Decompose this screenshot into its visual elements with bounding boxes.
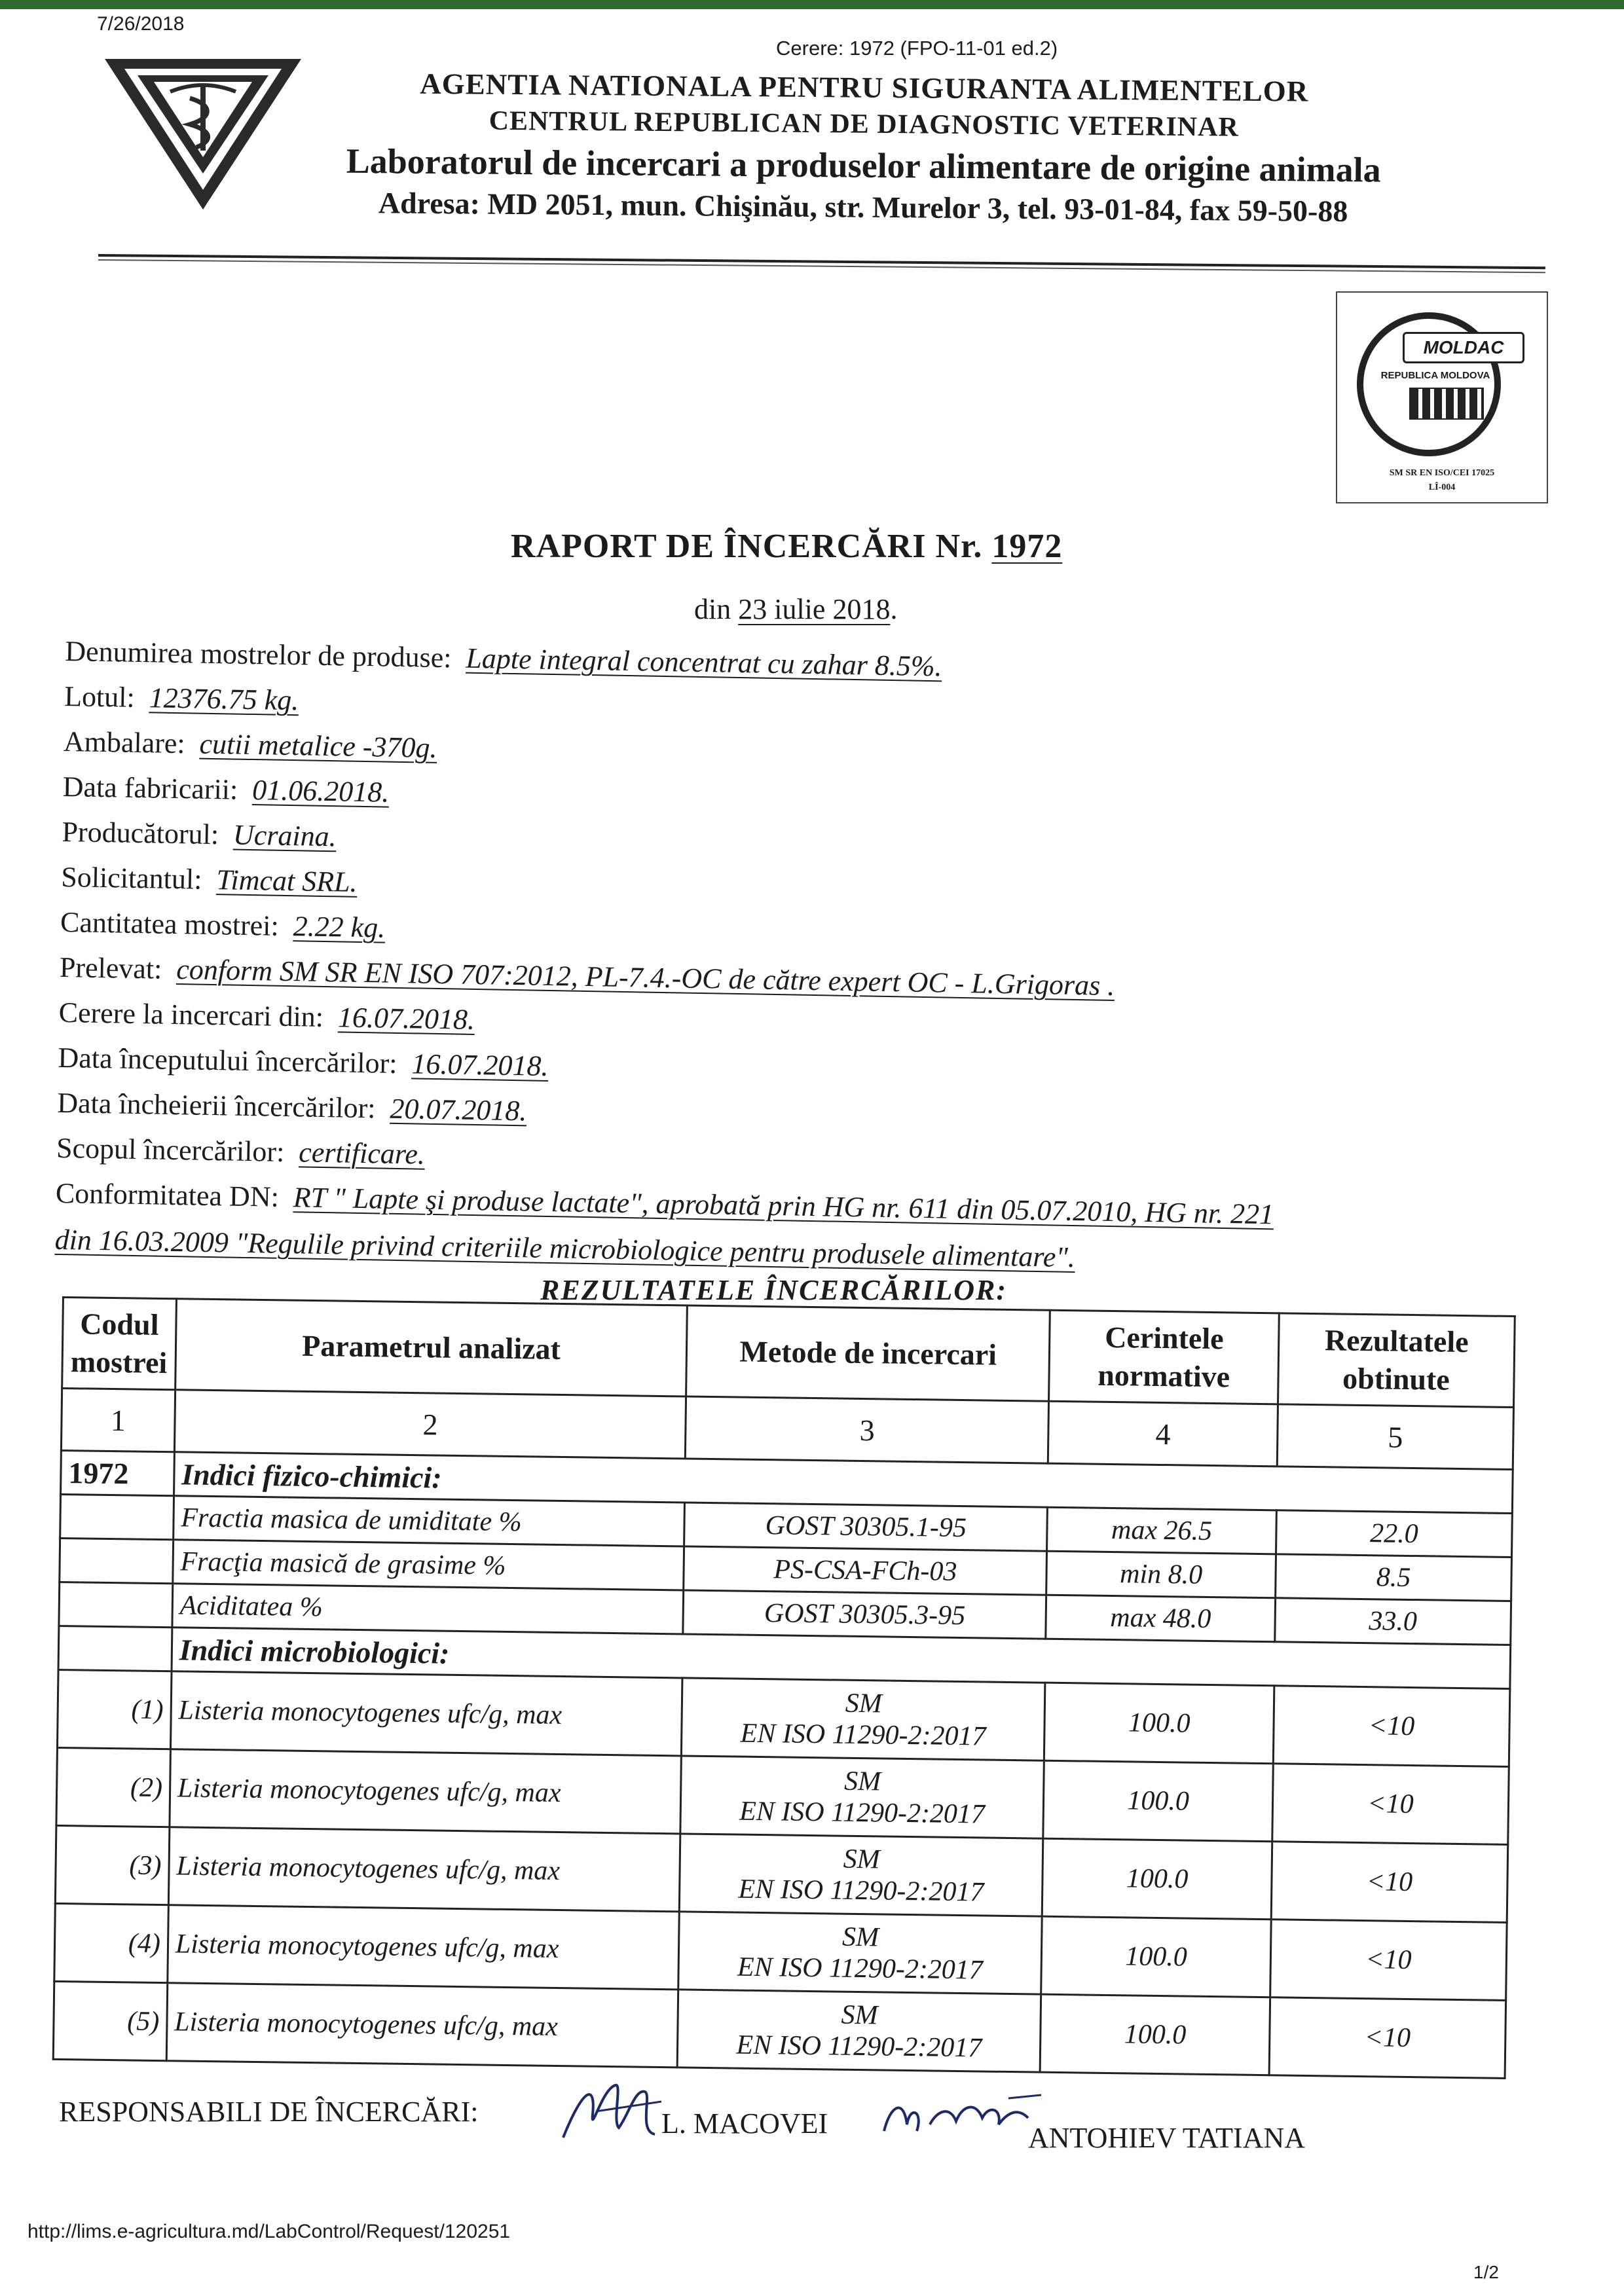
method-line: SM <box>843 1766 881 1797</box>
requirement: 100.0 <box>1044 1683 1274 1764</box>
method: GOST 30305.3-95 <box>683 1590 1046 1639</box>
seal-standard: SM SR EN ISO/CEI 17025 <box>1389 468 1495 478</box>
result: <10 <box>1270 1920 1507 2001</box>
column-number: 1 <box>61 1389 175 1452</box>
field-value: cutii metalice -370g. <box>199 727 437 764</box>
section-heading-physicochemical: Indici fizico-chimici: <box>174 1452 1513 1514</box>
field-label: Lotul: <box>64 680 136 714</box>
footer-url[interactable]: http://lims.e-agricultura.md/LabControl/Request/120251 <box>28 2221 511 2242</box>
report-title-prefix: RAPORT DE ÎNCERCĂRI Nr. <box>511 528 983 565</box>
parameter: Listeria monocytogenes ufc/g, max <box>168 1827 680 1912</box>
method-line: SM <box>843 1844 880 1875</box>
field-value: 2.22 kg. <box>293 910 386 944</box>
report-date-suffix: . <box>890 593 898 625</box>
laboratory-address: Adresa: MD 2051, mun. Chişinău, str. Murelor 3, tel. 93-01-84, fax 59-50-88 <box>378 186 1348 228</box>
column-header: Metode de incercari <box>686 1305 1050 1401</box>
responsible-person-1: L. MACOVEI <box>661 2107 828 2140</box>
method-line: SM <box>845 1688 883 1719</box>
field-label: Data fabricarii: <box>62 770 238 806</box>
parameter: Aciditatea % <box>172 1584 684 1634</box>
signature-macovei <box>557 2075 668 2147</box>
parameter: Listeria monocytogenes ufc/g, max <box>168 1905 680 1990</box>
laboratory-name: Laboratorul de incercari a produselor alimentare de origine animala <box>346 141 1381 190</box>
method <box>678 1912 1042 1994</box>
result: <10 <box>1272 1764 1509 1845</box>
field-label: Cantitatea mostrei: <box>60 905 280 942</box>
requirement: 100.0 <box>1043 1760 1273 1842</box>
request-reference: Cerere: 1972 (FPO-11-01 ed.2) <box>776 37 1058 60</box>
agency-name: AGENTIA NATIONALA PENTRU SIGURANTA ALIMENTELOR <box>420 67 1309 108</box>
requirement: 100.0 <box>1041 1916 1271 1997</box>
field-value-continued: din 16.03.2009 "Regulile privind criteriile microbiologice pentru produsele alimentare". <box>54 1223 1076 1274</box>
method <box>680 1834 1043 1916</box>
requirement: max 26.5 <box>1047 1507 1277 1554</box>
result: 33.0 <box>1275 1598 1511 1645</box>
signature-antohiev <box>877 2085 1048 2144</box>
field-value: 12376.75 kg. <box>149 682 299 717</box>
column-number: 4 <box>1048 1401 1278 1467</box>
top-border <box>0 0 1624 9</box>
sample-details <box>54 629 1572 1288</box>
row-code <box>60 1494 174 1539</box>
field-label: Data încheierii încercărilor: <box>56 1086 376 1125</box>
method-line: EN ISO 11290-2:2017 <box>738 1874 984 1908</box>
seal-name: MOLDAC <box>1403 332 1524 363</box>
row-code <box>58 1626 172 1671</box>
responsible-label: RESPONSABILI DE ÎNCERCĂRI: <box>59 2096 479 2128</box>
parameter: Listeria monocytogenes ufc/g, max <box>170 1749 682 1834</box>
method <box>677 1990 1041 2072</box>
parameter: Listeria monocytogenes ufc/g, max <box>170 1671 682 1756</box>
field-label: Solicitantul: <box>60 860 202 896</box>
center-name: CENTRUL REPUBLICAN DE DIAGNOSTIC VETERINAR <box>489 105 1239 143</box>
method <box>680 1756 1044 1838</box>
column-header: Rezultatele obtinute <box>1278 1313 1515 1408</box>
report-date-line <box>694 592 897 626</box>
field-value: certificare. <box>298 1136 426 1171</box>
seal-flag-icon <box>1409 388 1484 420</box>
column-number: 3 <box>686 1396 1049 1463</box>
field-value: RT " Lapte şi produse lactate", aprobată prin HG nr. 611 din 05.07.2010, HG nr. 221 <box>293 1181 1274 1231</box>
method: PS-CSA-FCh-03 <box>684 1546 1047 1595</box>
method: GOST 30305.1-95 <box>684 1503 1048 1551</box>
results-table <box>52 1296 1516 2079</box>
field-value: 20.07.2018. <box>390 1092 527 1127</box>
requirement: 100.0 <box>1042 1838 1272 1920</box>
field-value: 01.06.2018. <box>251 774 390 809</box>
sample-code: 1972 <box>61 1450 175 1495</box>
parameter: Fractia masica de umiditate % <box>173 1496 684 1546</box>
result: <10 <box>1273 1686 1510 1767</box>
field-value: Timcat SRL. <box>216 864 358 898</box>
method-line: EN ISO 11290-2:2017 <box>740 1718 986 1752</box>
result: <10 <box>1269 1997 1506 2079</box>
column-header: Cerintele normative <box>1049 1310 1280 1404</box>
field-label: Prelevat: <box>59 951 162 985</box>
seal-code: LÎ-004 <box>1428 483 1456 492</box>
column-number: 5 <box>1277 1404 1513 1470</box>
method-line: EN ISO 11290-2:2017 <box>736 2030 982 2064</box>
print-date: 7/26/2018 <box>97 13 185 35</box>
result: 22.0 <box>1276 1510 1513 1558</box>
field-label: Denumirea mostrelor de produse: <box>64 634 452 674</box>
requirement: min 8.0 <box>1046 1551 1276 1598</box>
section-heading-microbiological: Indici microbiologici: <box>172 1628 1511 1689</box>
method <box>682 1678 1045 1760</box>
field-label: Producătorul: <box>62 815 219 851</box>
field-value: 16.07.2018. <box>411 1048 549 1082</box>
column-header: Codul mostrei <box>62 1298 177 1390</box>
row-code <box>60 1538 174 1583</box>
result: 8.5 <box>1276 1554 1512 1601</box>
veterinary-emblem-logo <box>98 52 308 216</box>
requirement: max 48.0 <box>1046 1595 1276 1642</box>
field-label: Scopul încercărilor: <box>56 1131 285 1168</box>
report-number: 1972 <box>991 528 1063 565</box>
header-block <box>287 65 1441 229</box>
report-date: 23 iulie 2018 <box>738 593 891 625</box>
field-value: conform SM SR EN ISO 707:2012, PL-7.4.-OC de către expert OC - L.Grigoras . <box>175 953 1115 1002</box>
report-date-prefix: din <box>694 593 731 625</box>
method-line: SM <box>841 1999 878 2031</box>
report-title <box>511 527 1062 566</box>
field-label: Conformitatea DN: <box>55 1176 280 1213</box>
column-header: Parametrul analizat <box>175 1299 687 1396</box>
accreditation-seal <box>1336 291 1548 503</box>
field-label: Cerere la incercari din: <box>58 996 324 1033</box>
row-code: (2) <box>56 1747 170 1827</box>
field-value: 16.07.2018. <box>337 1001 475 1036</box>
method-line: EN ISO 11290-2:2017 <box>739 1796 986 1830</box>
field-label: Ambalare: <box>63 725 186 760</box>
responsible-person-2: ANTOHIEV TATIANA <box>1028 2122 1306 2154</box>
results-heading: REZULTATELE ÎNCERCĂRILOR: <box>540 1274 1008 1306</box>
method-line: SM <box>841 1922 879 1953</box>
parameter: Listeria monocytogenes ufc/g, max <box>166 1983 678 2068</box>
row-code: (3) <box>55 1825 169 1904</box>
seal-country: REPUBLICA MOLDOVA <box>1380 370 1490 381</box>
result: <10 <box>1271 1842 1508 1923</box>
column-number: 2 <box>174 1390 686 1459</box>
page-number: 1/2 <box>1473 2262 1499 2282</box>
row-code: (1) <box>57 1669 171 1749</box>
parameter: Fracţia masică de grasime % <box>173 1540 684 1590</box>
field-label: Data începutului încercărilor: <box>58 1041 397 1080</box>
row-code <box>59 1582 173 1627</box>
field-value: Ucraina. <box>232 818 337 853</box>
method-line: EN ISO 11290-2:2017 <box>737 1952 984 1986</box>
row-code: (4) <box>54 1903 168 1982</box>
requirement: 100.0 <box>1040 1994 1270 2075</box>
row-code: (5) <box>53 1981 167 2060</box>
field-value: Lapte integral concentrat cu zahar 8.5%. <box>466 642 942 683</box>
